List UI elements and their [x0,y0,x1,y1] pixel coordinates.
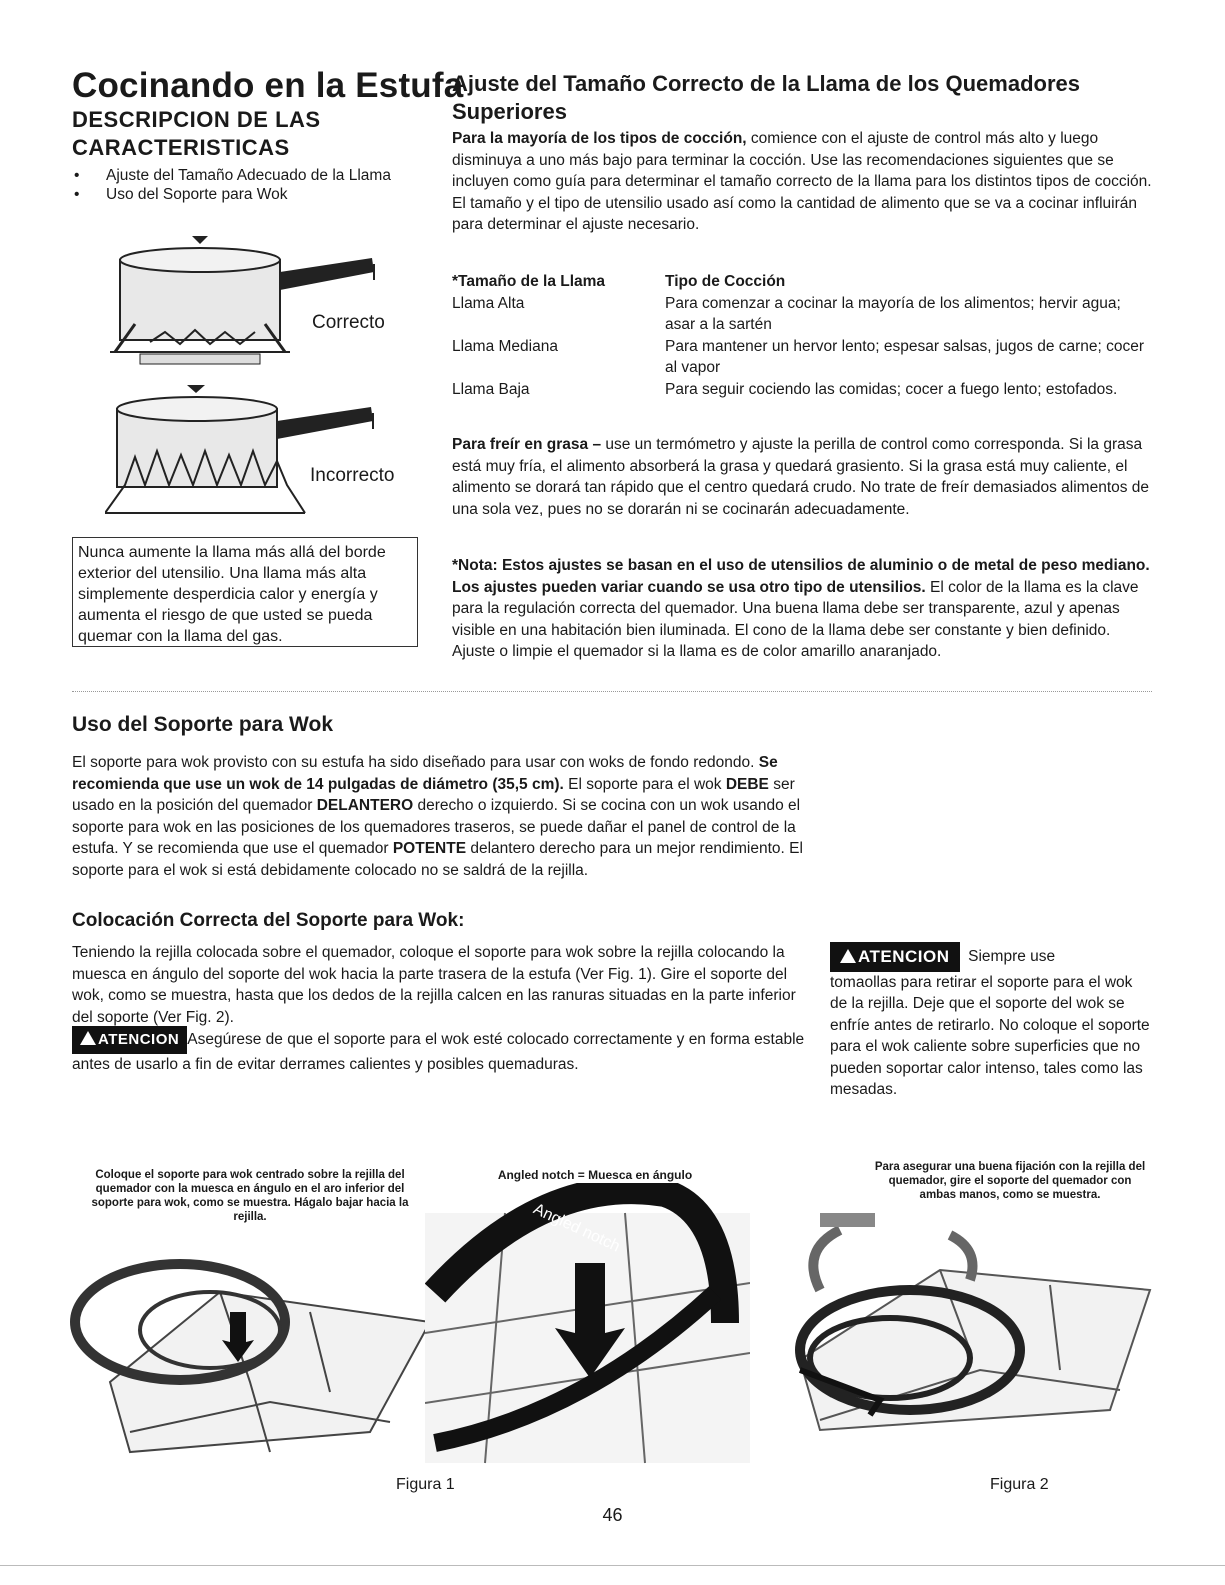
wok-text: ser usado en la posición del quemador [72,775,795,814]
flame-intro [452,128,1152,236]
pan-incorrect-illustration [105,385,390,520]
flame-intro-text: comience con el ajuste de control más alto y luego disminuya a uno más bajo para terminar la cocción. Use las recomendaciones siguientes que se incluyen como guía para determinar el tamaño correcto de la llama para los distintos tipos de cocción. El tamaño y el tipo de utensilio usado así como la cantidad de alimento que se va a cocinar influirán para determinar el ajuste necesario. [452,130,1152,233]
note-text: El color de la llama es la clave para la regulación correcta del quemador. Una buena llama debe ser transparente, azul y apenas visible en una habitación bien iluminada. El cono de la llama debe ser constante y bien definido. Ajuste o limpie el quemador si la llama es de color amarillo anaranjado. [452,578,1139,660]
table-cell-type: Para seguir cociendo las comidas; cocer a fuego lento; estofados. [665,380,1118,398]
wok-text: delantero derecho para un mejor rendimiento. El soporte para el wok si está debidamente colocado no se saldrá de la rejilla. [72,840,803,879]
fig2-caption: Para asegurar una buena fijación con la rejilla del quemador, gire el soporte del quemador con ambas manos, como se muestra. [874,1161,1146,1201]
fig2-illustration [780,1190,1160,1460]
page-title: Cocinando en la Estufa [72,66,464,105]
fig1b-ring-text: Angled notch [530,1200,623,1256]
wok-text: derecho o izquierdo. Si se cocina con un wok usando el soporte para wok en las posiciones de los quemadores traseros, se puede dañar el panel de control de la estufa. Y se recomienda que use el quemador [72,797,801,857]
wok-subheading: Colocación Correcta del Soporte para Wok: [72,910,465,931]
atencion-badge [72,1026,187,1054]
note-paragraph [452,555,1152,663]
pan-incorrect-label: Incorrecto [310,465,395,486]
atencion-badge [830,942,960,972]
pan-correct-label: Correcto [312,312,385,333]
table-cell-size: Llama Baja [452,380,530,398]
flame-intro-bold: Para la mayoría de los tipos de cocción, [452,130,747,147]
note-bold: *Nota: Estos ajustes se basan en el uso de utensilios de aluminio o de metal de peso mediano. Los ajustes pueden variar cuando se usa otro tipo de utensilios. [452,557,1150,596]
fig1b-caption: Angled notch = Muesca en ángulo [497,1168,693,1182]
fig1a-illustration [70,1232,435,1467]
warning-text: Siempre use [968,947,1056,965]
table-cell-type: Para mantener un hervor lento; espesar salsas, jugos de carne; cocer al vapor [665,337,1145,376]
wok-bold: POTENTE [392,840,467,857]
table-cell-size: Llama Mediana [452,337,558,355]
section-divider [72,691,1152,692]
warning-text: tomaollas para retirar el soporte para el wok de la rejilla. Deje que el soporte del wok se enfríe antes de retirarlo. No coloque el soporte para el wok caliente sobre superficies que no pueden soportar calor intenso, tales como las mesadas. [830,973,1150,1098]
table-row [452,293,1152,336]
table-cell-type: Para comenzar a cocinar la mayoría de los alimentos; hervir agua; asar a la sartén [665,294,1121,333]
page-number: 46 [602,1505,623,1525]
wok-warning-1 [72,1026,817,1076]
pan-correct-illustration [110,232,390,372]
atencion-label: ATENCION [858,947,950,966]
feature-list [72,166,412,204]
figura-1-label: Figura 1 [396,1476,455,1493]
table-header-type: Tipo de Cocción [665,273,786,290]
flame-heading: Ajuste del Tamaño Correcto de la Llama de los Quemadores Superiores [452,71,1080,124]
fig1a-caption: Coloque el soporte para wok centrado sobre la rejilla del quemador con la muesca en ángulo en el aro inferior del soporte para wok, como se muestra. Hágalo bajar hacia la rejilla. [91,1169,409,1223]
warning-triangle-icon [80,1031,96,1045]
section-subtitle: DESCRIPCION DE LAS CARACTERISTICAS [72,107,321,160]
table-row [452,379,1152,401]
wok-warning-2 [830,942,1150,1101]
wok-text: El soporte para el wok [563,775,726,793]
table-cell-size: Llama Alta [452,294,525,312]
wok-bold: DELANTERO [316,797,414,814]
wok-placement-paragraph: Teniendo la rejilla colocada sobre el quemador, coloque el soporte para wok sobre la rejilla colocando la muesca en ángulo del soporte del wok hacia la parte trasera de la estufa (Ver Fig. 1). Gire el soporte del wok, como se muestra, hasta que los dedos de la rejilla calcen en las ranuras situadas en la parte inferior del soporte (Ver Fig. 2). [72,944,796,1026]
wok-heading: Uso del Soporte para Wok [72,713,333,736]
atencion-label: ATENCION [98,1031,180,1048]
warning-triangle-icon [840,949,856,963]
wok-bold: DEBE [725,775,769,793]
frying-paragraph [452,434,1152,520]
feature-item: • Ajuste del Tamaño Adecuado de la Llama [72,166,412,185]
frying-bold: Para freír en grasa – [452,436,602,453]
warning-text: Asegúrese de que el soporte para el wok esté colocado correctamente y en forma estable antes de usarlo a fin de evitar derrames calientes y posibles quemaduras. [72,1031,805,1073]
table-header-size: *Tamaño de la Llama [452,273,606,290]
fig1b-illustration [425,1183,750,1468]
page-bottom-line [0,1565,1225,1566]
flame-size-table [452,271,1152,400]
table-row [452,336,1152,379]
frying-text: use un termómetro y ajuste la perilla de control como corresponda. Si la grasa está muy fría, el alimento absorberá la grasa y quedará grasiento. Si la grasa está muy caliente, el alimento se dorará tan rápido que el centro quedará crudo. No trate de freír demasiados alimentos de una sola vez, pues no se dorarán ni se cocinarán adecuadamente. [452,436,1150,518]
feature-item: • Uso del Soporte para Wok [72,185,412,204]
wok-bold: Se recomienda que use un wok de 14 pulgadas de diámetro (35,5 cm). [72,754,778,793]
flame-warning-box: Nunca aumente la llama más allá del borde exterior del utensilio. Una llama más alta simplemente desperdicia calor y energía y aumenta el riesgo de que usted se pueda quemar con la llama del gas. [72,537,418,647]
wok-paragraph [72,752,817,881]
figura-2-label: Figura 2 [990,1476,1049,1493]
wok-text: El soporte para wok provisto con su estufa ha sido diseñado para usar con woks de fondo redondo. [72,754,759,771]
